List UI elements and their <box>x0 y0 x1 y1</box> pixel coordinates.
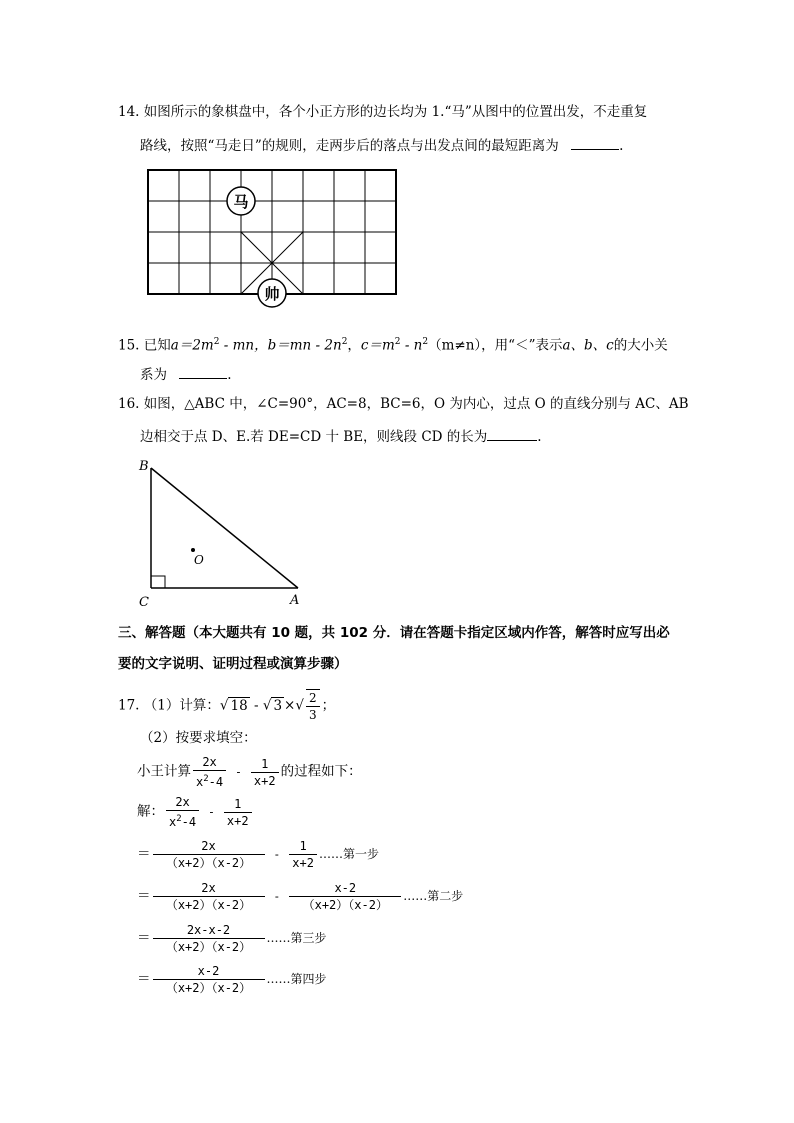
section3-heading-line1: 三、解答题（本大题共有 10 题，共 102 分．请在答题卡指定区域内作答，解答时应写出必 <box>118 625 670 641</box>
q17-number: 17. <box>118 697 140 714</box>
label-o: O <box>194 553 204 567</box>
q17-intro: 小王计算 $\frac{2x}{x^2-4}$ - $\frac{1}{x+2}$ 的过程如下： <box>137 755 362 789</box>
q15-answer-blank[interactable] <box>179 364 227 379</box>
section3-heading-line2: 要的文字说明、证明过程或演算步骤） <box>118 656 348 672</box>
q17-step3: ＝ $\frac{2x-x-2}{(x+2)(x-2)}$ ……第三步 <box>137 923 327 954</box>
q14-text-line2: 路线，按照“马走日”的规则，走两步后的落点与出发点间的最短距离为 <box>140 138 559 154</box>
q17-part2-label: （2）按要求填空： <box>140 730 257 746</box>
q15-number: 15. <box>118 337 140 354</box>
incenter-point <box>191 548 195 552</box>
label-a: A <box>290 593 300 608</box>
king-piece-label: 帅 <box>264 285 280 303</box>
q17-step1: ＝ $\frac{2x}{(x+2)(x-2)}$ - $\frac{1}{x+2}$ ……第一步 <box>137 839 379 870</box>
q16-line2: 边相交于点 D、E.若 DE=CD 十 BE，则线段 CD 的长为 . <box>140 426 542 446</box>
triangle-figure <box>134 454 314 612</box>
q17-solution-start: 解： $\frac{2x}{x^2-4}$ - $\frac{1}{x+2}$ <box>137 794 254 830</box>
q14-line2: 路线，按照“马走日”的规则，走两步后的落点与出发点间的最短距离为 . <box>140 135 623 155</box>
q17-step2: ＝ $\frac{2x}{(x+2)(x-2)}$ - $\frac{x-2}{(x+2)(x-2)}$ ……第二步 <box>137 881 464 912</box>
q17-step4: ＝ $\frac{x-2}{(x+2)(x-2)}$ ……第四步 <box>137 964 327 995</box>
label-c: C <box>139 595 149 610</box>
q14-number: 14. <box>118 104 140 120</box>
q14-text-line1: 如图所示的象棋盘中，各个小正方形的边长均为 1.“马”从图中的位置出发，不走重复 <box>143 104 648 120</box>
q16-answer-blank[interactable] <box>487 426 537 441</box>
q17-part1: 17. （1）计算：√ 18 - √ 3 ×√ $\frac{2}{3}$ ； <box>118 691 336 722</box>
q15-line2: 系为 . <box>140 364 232 384</box>
q15-line1: 15. 已知$a=2m^2$ - mn，$b=mn - 2n^2$，$c=m^2 - n^2(m\ne n)$，用“＜”表示a、b、c的大小关 <box>118 337 668 354</box>
q16-line1: 16. 如图，△ABC 中，∠C=90°，AC=8，BC=6，O 为内心，过点 O 的直线分别与 AC、AB <box>118 396 689 412</box>
horse-piece-label: 马 <box>233 193 249 211</box>
chessboard-figure <box>140 166 404 308</box>
q14-line1 <box>118 103 647 121</box>
label-b: B <box>139 459 149 474</box>
q14-answer-blank[interactable] <box>571 135 619 150</box>
q16-number: 16. <box>118 396 140 412</box>
